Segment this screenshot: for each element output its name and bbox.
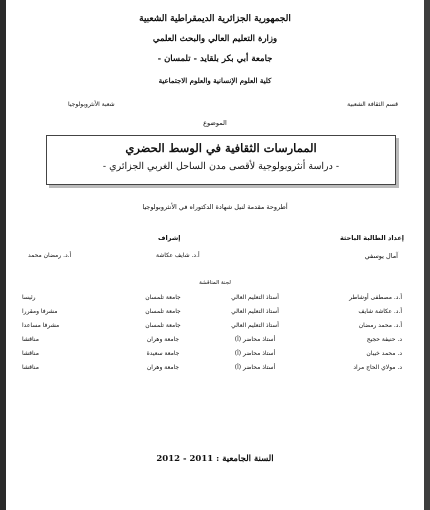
member-rank: أستاذ التعليم العالي bbox=[231, 307, 279, 315]
student-label: إعداد الطالبة الباحثة bbox=[339, 234, 404, 242]
member-role: رئيسا bbox=[22, 293, 36, 301]
member-rank: أستاذ محاضر (أ) bbox=[234, 335, 276, 343]
member-rank: أستاذ التعليم العالي bbox=[231, 321, 279, 329]
member-rank: أستاذ التعليم العالي bbox=[231, 293, 279, 301]
committee-row bbox=[22, 318, 402, 332]
thesis-title-box bbox=[46, 135, 396, 185]
university-heading: جامعة أبي بكر بلقايد - تلمسان - bbox=[157, 54, 273, 64]
subject-label: الموضوع bbox=[203, 119, 227, 127]
member-university: جامعة تلمسان bbox=[145, 321, 181, 329]
committee-heading: لجنة المناقشة bbox=[199, 280, 231, 286]
member-name: أ.د. محمد رمضان bbox=[358, 321, 402, 329]
academic-year: السنة الجامعية : 2011 - 2012 bbox=[156, 454, 274, 464]
member-role: مناقشا bbox=[22, 363, 39, 371]
student-name: آمال يوسفي bbox=[364, 252, 398, 260]
member-university: جامعة تلمسان bbox=[145, 307, 181, 315]
specialty-label: شعبة الأنثروبولوجيا bbox=[68, 101, 115, 108]
member-university: جامعة تلمسان bbox=[145, 293, 181, 301]
committee-row bbox=[22, 346, 402, 360]
member-role: مشرفا ومقررا bbox=[22, 307, 58, 315]
supervisor-name-2: أ.د. رمضان محمد bbox=[28, 252, 72, 259]
member-name: د. مولاي الحاج مراد bbox=[353, 363, 402, 371]
supervisor-label: إشراف bbox=[158, 234, 181, 242]
republic-heading: الجمهورية الجزائرية الديمقراطية الشعبية bbox=[139, 14, 291, 24]
member-university: جامعة وهران bbox=[146, 363, 180, 371]
member-rank: أستاذ محاضر (أ) bbox=[234, 363, 276, 371]
member-name: د. حنيفة حجيج bbox=[366, 335, 402, 343]
member-name: د. محمد خيبان bbox=[366, 349, 402, 357]
member-name: أ.د. عكاشة شايف bbox=[358, 307, 402, 315]
supervisor-name-1: أ.د. شايف عكاشة bbox=[156, 252, 200, 259]
member-role: مشرفا مساعدا bbox=[22, 321, 60, 329]
ministry-heading: وزارة التعليم العالي والبحث العلمي bbox=[152, 34, 278, 44]
member-name: أ.د. مصطفى أوشاطر bbox=[349, 293, 402, 301]
thesis-subtitle: - دراسة أنثروبولوجية لأقصى مدن الساحل الغربي الجزائري - bbox=[102, 161, 340, 172]
committee-row bbox=[22, 304, 402, 318]
member-role: مناقشا bbox=[22, 335, 39, 343]
memo-note: أطروحة مقدمة لنيل شهادة الدكتوراه في الأنثروبولوجيا bbox=[142, 203, 288, 211]
committee-row bbox=[22, 290, 402, 304]
document-page bbox=[6, 0, 424, 510]
member-university: جامعة وهران bbox=[146, 335, 180, 343]
department-label: قسم الثقافة الشعبية bbox=[347, 101, 398, 108]
committee-table bbox=[22, 290, 402, 374]
member-rank: أستاذ محاضر (أ) bbox=[234, 349, 276, 357]
faculty-heading: كلية العلوم الإنسانية والعلوم الاجتماعية bbox=[158, 76, 272, 85]
member-university: جامعة سعيدة bbox=[146, 349, 180, 357]
committee-row bbox=[22, 360, 402, 374]
committee-row bbox=[22, 332, 402, 346]
thesis-title: الممارسات الثقافية في الوسط الحضري bbox=[125, 141, 317, 155]
member-role: مناقشا bbox=[22, 349, 39, 357]
